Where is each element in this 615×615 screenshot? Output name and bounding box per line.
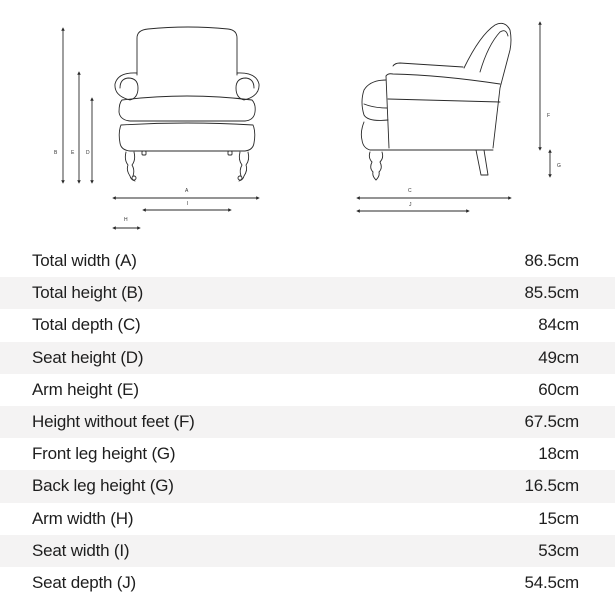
dimension-label: Seat width (I) — [32, 540, 130, 560]
dim-label-G: G — [557, 163, 561, 169]
table-row — [0, 470, 615, 502]
table-row — [0, 342, 615, 374]
front-view-chair — [115, 27, 259, 181]
dimension-value: 67.5cm — [524, 412, 579, 432]
dimension-diagram — [0, 0, 615, 240]
dimension-value: 84cm — [538, 315, 579, 335]
dimension-label: Front leg height (G) — [32, 444, 176, 464]
dimension-label: Arm height (E) — [32, 379, 139, 399]
dim-label-A: A — [185, 188, 189, 194]
table-row — [0, 567, 615, 599]
dimension-label: Total depth (C) — [32, 315, 141, 335]
table-row — [0, 406, 615, 438]
dimension-value: 16.5cm — [524, 476, 579, 496]
table-row — [0, 535, 615, 567]
dimension-label: Back leg height (G) — [32, 476, 174, 496]
dimensions-table — [0, 245, 615, 599]
dimension-value: 60cm — [538, 379, 579, 399]
side-view-chair — [361, 23, 511, 180]
table-row — [0, 438, 615, 470]
table-row — [0, 503, 615, 535]
dimension-label: Total height (B) — [32, 283, 144, 303]
dim-label-J: J — [409, 202, 412, 208]
table-row — [0, 374, 615, 406]
table-row — [0, 245, 615, 277]
armchair-line-drawing — [0, 0, 615, 240]
dimension-label: Height without feet (F) — [32, 412, 195, 432]
dimension-label: Seat height (D) — [32, 347, 144, 367]
table-row — [0, 309, 615, 341]
dim-label-B: B — [54, 150, 58, 156]
dim-label-F: F — [547, 113, 551, 119]
dimension-value: 18cm — [538, 444, 579, 464]
dimension-value: 15cm — [538, 508, 579, 528]
dim-label-H: H — [124, 217, 128, 223]
dimension-value: 86.5cm — [524, 251, 579, 271]
dimension-label: Arm width (H) — [32, 508, 134, 528]
dimension-value: 49cm — [538, 347, 579, 367]
dimension-value: 53cm — [538, 540, 579, 560]
table-row — [0, 277, 615, 309]
dim-label-C: C — [408, 188, 412, 194]
dimension-label: Total width (A) — [32, 251, 137, 271]
dim-label-D: D — [86, 150, 90, 156]
dimension-value: 85.5cm — [524, 283, 579, 303]
dim-label-I: I — [187, 201, 189, 207]
dim-label-E: E — [71, 150, 75, 156]
dimension-value: 54.5cm — [524, 572, 579, 592]
dimension-label: Seat depth (J) — [32, 572, 136, 592]
